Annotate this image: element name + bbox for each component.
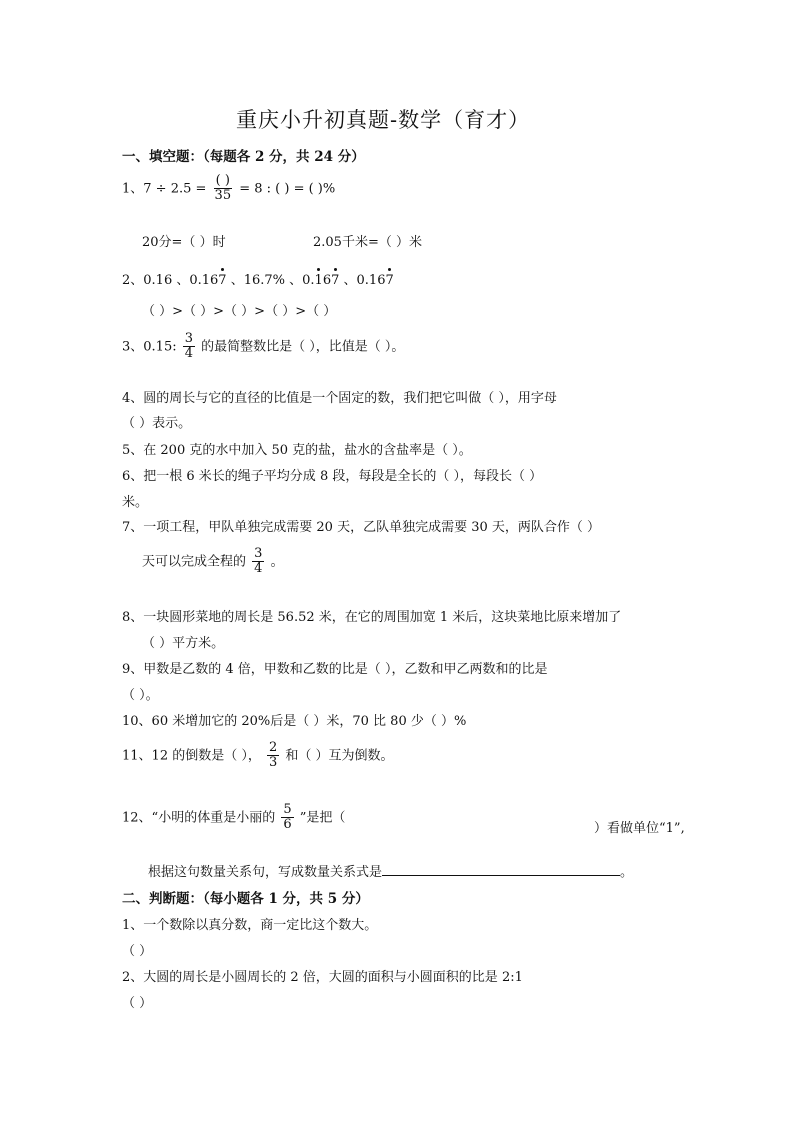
q2-part-g: 、0.16	[339, 273, 386, 288]
q12b-suffix: 。	[620, 865, 634, 880]
q2-part-a: 2、0.16 、0.16	[122, 273, 219, 288]
q11-suffix: 和（ ）互为倒数。	[285, 748, 394, 764]
question-2	[122, 269, 394, 288]
question-2b: （ ）>（ ）>（ ）>（ ）>（ ）	[142, 304, 337, 319]
question-9b: （ ）。	[122, 688, 159, 703]
q1-fraction	[213, 174, 234, 204]
page-title: 重庆小升初真题-数学（育才）	[236, 108, 531, 132]
question-10: 10、60 米增加它的 20%后是（ ）米，70 比 80 少（ ）%	[122, 714, 467, 729]
q2-repeating-digit: 7	[218, 273, 227, 288]
q2-repeating-digit: 1	[314, 273, 323, 288]
q3-suffix: 的最简整数比是（ ），比值是（ ）。	[201, 339, 405, 355]
question-11	[122, 741, 394, 771]
q1-fraction-den: 35	[214, 188, 232, 204]
q12b-prefix: 根据这句数量关系句，写成数量关系式是	[148, 865, 383, 880]
q2-repeating-digit: 7	[331, 273, 340, 288]
q1-fraction-num: ( )	[215, 173, 230, 188]
question-6a: 6、把一根 6 米长的绳子平均分成 8 段，每段是全长的（ ），每段长（ ）	[122, 469, 543, 484]
question-1b-right: 2.05千米=（ ）米	[313, 235, 422, 250]
question-8b: （ ）平方米。	[142, 636, 225, 651]
q2-repeating-digit: 7	[385, 273, 394, 288]
q3-fraction-num: 3	[184, 331, 194, 346]
question-6b: 米。	[122, 495, 149, 510]
q7b-suffix: 。	[270, 554, 284, 570]
judge-question-2: 2、大圆的周长是小圆周长的 2 倍，大圆的面积与小圆面积的比是 2:1	[122, 970, 523, 985]
question-4b: （ ）表示。	[122, 416, 192, 431]
q3-prefix: 3、0.15:	[122, 339, 177, 355]
q12-fraction-num: 5	[283, 802, 292, 817]
q12-end: ）看做单位“1”,	[594, 821, 685, 836]
judge-question-2-answer: （ ）	[122, 996, 153, 1011]
answer-blank-line[interactable]	[382, 863, 620, 876]
q3-fraction	[183, 332, 195, 362]
q12-mid: ”是把（	[299, 810, 346, 826]
question-4a: 4、圆的周长与它的直径的比值是一个固定的数，我们把它叫做（ ），用字母	[122, 391, 557, 406]
question-1	[122, 174, 335, 204]
q7b-fraction-den: 4	[254, 561, 263, 577]
q2-part-e: 6	[322, 273, 332, 288]
section1-header: 一、填空题：（每题各 2 分，共 24 分）	[122, 149, 365, 165]
q12-fraction-den: 6	[283, 817, 292, 833]
question-7a: 7、一项工程，甲队单独完成需要 20 天，乙队单独完成需要 30 天，两队合作（ ）	[122, 520, 601, 535]
question-7b	[142, 547, 284, 577]
q2-part-c: 、16.7% 、0.	[226, 273, 315, 288]
q7b-fraction-num: 3	[254, 546, 263, 561]
question-12a	[122, 803, 345, 833]
question-3	[122, 332, 404, 362]
q7b-prefix: 天可以完成全程的	[142, 554, 247, 570]
question-8a: 8、一块圆形菜地的周长是 56.52 米，在它的周围加宽 1 米后，这块菜地比原来增加了	[122, 610, 622, 625]
q11-prefix: 11、12 的倒数是（ ），	[122, 748, 261, 764]
q12-prefix: 12、“小明的体重是小丽的	[122, 810, 276, 826]
judge-question-1: 1、一个数除以真分数，商一定比这个数大。	[122, 918, 378, 933]
question-1b-left: 20分=（ ）时	[142, 235, 226, 250]
q11-fraction-den: 3	[269, 755, 278, 771]
q11-fraction	[267, 741, 279, 771]
question-5: 5、在 200 克的水中加入 50 克的盐，盐水的含盐率是（ ）。	[122, 443, 472, 458]
q12-fraction	[281, 803, 293, 833]
q7b-fraction	[252, 547, 264, 577]
section2-header: 二、判断题：（每小题各 1 分，共 5 分）	[122, 891, 369, 907]
question-12b	[148, 861, 633, 880]
judge-question-1-answer: （ ）	[122, 944, 153, 959]
question-9a: 9、甲数是乙数的 4 倍，甲数和乙数的比是（ ），乙数和甲乙两数和的比是	[122, 662, 548, 677]
q1-suffix: = 8 : ( ) = ( )%	[239, 181, 336, 197]
q11-fraction-num: 2	[269, 740, 278, 755]
q3-fraction-den: 4	[184, 346, 194, 362]
q1-prefix: 1、7 ÷ 2.5 =	[122, 181, 207, 197]
